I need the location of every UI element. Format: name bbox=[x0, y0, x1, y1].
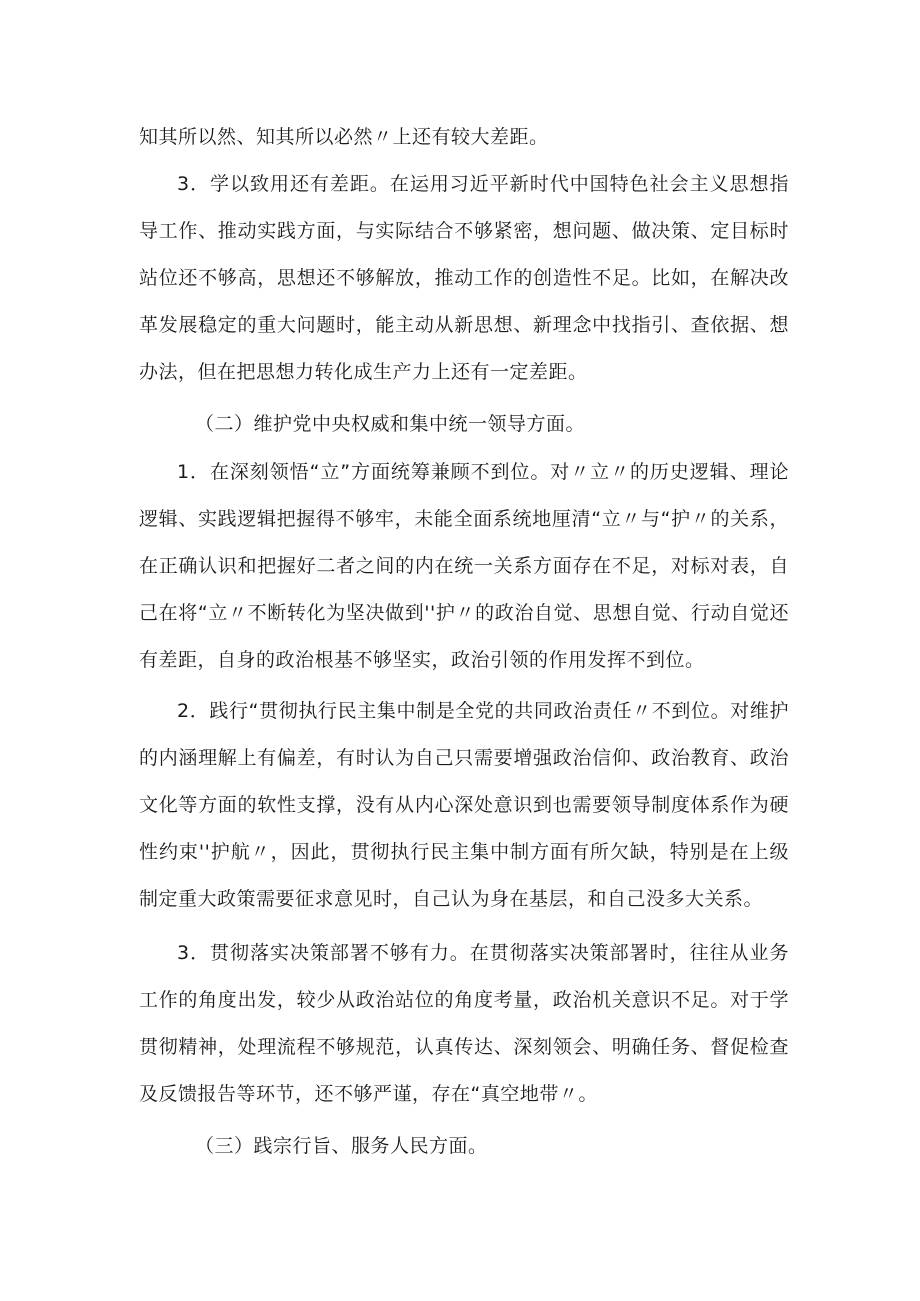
section-heading-3: （三）践宗行旨、服务人民方面。 bbox=[195, 1135, 488, 1157]
paragraph-item-3-study: 3．学以致用还有差距。在运用习近平新时代中国特色社会主义思想指导工作、推动实践方面，与实际结合不够紧密，想问题、做决策、定目标时站位还不够高，思想还不够解放，推动工作的创造性不足。比如，在解决改革发展稳定的重大问题时，能主动从新思想、新理念中找指引、查依据、想办法，但在把思想力转化成生产力上还有一定差距。 bbox=[139, 173, 789, 383]
paragraph-item-1-li: 1．在深刻领悟“立”方面统筹兼顾不到位。对〃立〃的历史逻辑、理论逻辑、实践逻辑把握得不够牢，未能全面系统地厘清“立〃与“护〃的关系，在正确认识和把握好二者之间的内在统一关系方面存在不足，对标对表，自己在将“立〃不断转化为坚决做到''护〃的政治自觉、思想自觉、行动自觉还有差距，自身的政治根基不够坚实，政治引领的作用发挥不到位。 bbox=[139, 461, 789, 671]
paragraph-continuation: 知其所以然、知其所以必然〃上还有较大差距。 bbox=[139, 126, 549, 148]
section-heading-2: （二）维护党中央权威和集中统一领导方面。 bbox=[195, 413, 586, 435]
paragraph-item-2-democratic: 2．践行“贯彻执行民主集中制是全党的共同政治责任〃不到位。对维护的内涵理解上有偏差，有时认为自己只需要增强政治信仰、政治教育、政治文化等方面的软性支撑，没有从内心深处意识到也需要领导制度体系作为硬性约束''护航〃，因此，贯彻执行民主集中制方面有所欠缺，特别是在上级制定重大政策需要征求意见时，自己认为身在基层，和自己没多大关系。 bbox=[139, 700, 789, 910]
paragraph-item-3-implementation: 3．贯彻落实决策部署不够有力。在贯彻落实决策部署时，往往从业务工作的角度出发，较少从政治站位的角度考量，政治机关意识不足。对于学贯彻精神，处理流程不够规范，认真传达、深刻领会、明确任务、督促检查及反馈报告等环节，还不够严谨，存在“真空地带〃。 bbox=[139, 942, 789, 1105]
